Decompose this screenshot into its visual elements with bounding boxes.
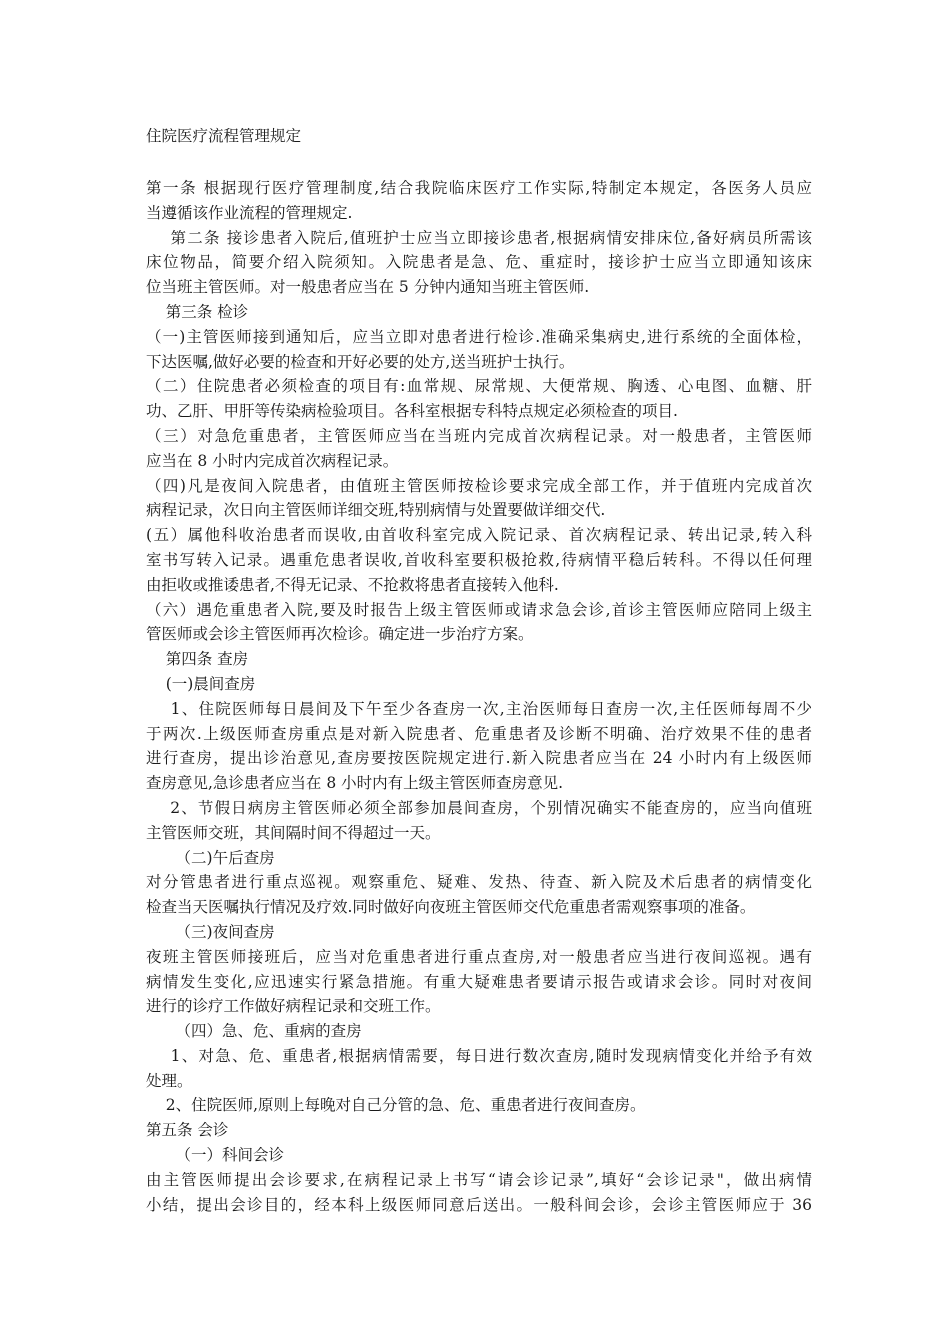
text-line: 病情发生变化,应迅速实行紧急措施。有重大疑难患者要请示报告或请求会诊。同时对夜间: [146, 972, 812, 991]
text-line: 第二条 接诊患者入院后,值班护士应当立即接诊患者,根据病情安排床位,备好病员所需该: [146, 228, 812, 247]
text-line: （四）急、危、重病的查房: [146, 1022, 362, 1041]
document-title: 住院医疗流程管理规定: [146, 127, 302, 145]
text-line: 检查当天医嘱执行情况及疗效.同时做好向夜班主管医师交代危重患者需观察事项的准备。: [146, 898, 756, 917]
text-line: (一)晨间查房: [146, 674, 256, 693]
text-line: 室书写转入记录。遇重危患者误收,首收科室要积极抢救,待病情平稳后转科。不得以任何理: [146, 550, 812, 569]
text-line: 下达医嘱,做好必要的检查和开好必要的处方,送当班护士执行。: [146, 352, 575, 371]
text-line: （四)凡是夜间入院患者，由值班主管医师按检诊要求完成全部工作，并于值班内完成首次: [146, 476, 812, 495]
text-line: 小结，提出会诊目的，经本科上级医师同意后送出。一般科间会诊，会诊主管医师应于 36: [146, 1195, 812, 1214]
text-line: 1、住院医师每日晨间及下午至少各查房一次,主治医师每日查房一次,主任医师每周不少: [146, 699, 812, 718]
text-line: （一)主管医师接到通知后，应当立即对患者进行检诊.准确采集病史,进行系统的全面体检，: [146, 327, 812, 346]
text-line: 主管医师交班，其间隔时间不得超过一天。: [146, 823, 441, 842]
text-line: 1、对急、危、重患者,根据病情需要，每日进行数次查房,随时发现病情变化并给予有效: [146, 1046, 812, 1065]
text-line: 功、乙肝、甲肝等传染病检验项目。各科室根据专科特点规定必须检查的项目.: [146, 402, 678, 421]
text-line: 第五条 会诊: [146, 1121, 229, 1140]
text-line: （二)午后查房: [146, 848, 275, 867]
text-line: （六）遇危重患者入院,要及时报告上级主管医师或请求急会诊,首诊主管医师应陪同上级主: [146, 600, 812, 619]
text-line: 查房意见,急诊患者应当在 8 小时内有上级主管医师查房意见.: [146, 774, 564, 793]
text-line: (五）属他科收治患者而误收,由首收科室完成入院记录、首次病程记录、转出记录,转入科: [146, 526, 812, 545]
document-body: [146, 176, 812, 1217]
text-line: 应当在 8 小时内完成首次病程记录。: [146, 451, 399, 470]
text-line: 床位物品，简要介绍入院须知。入院患者是急、危、重症时，接诊护士应当立即通知该床: [146, 253, 812, 272]
text-line: 于两次.上级医师查房重点是对新入院患者、危重患者及诊断不明确、治疗效果不佳的患者: [146, 724, 812, 743]
text-line: 对分管患者进行重点巡视。观察重危、疑难、发热、待查、新入院及术后患者的病情变化: [146, 873, 812, 892]
text-line: 管医师或会诊主管医师再次检诊。确定进一步治疗方案。: [146, 625, 534, 644]
text-line: 第三条 检诊: [146, 302, 249, 321]
text-line: 由拒收或推诿患者,不得无记录、不抢救将患者直接转入他科.: [146, 575, 559, 594]
text-line: 第四条 查房: [146, 650, 249, 669]
text-line: （三)夜间查房: [146, 922, 275, 941]
text-line: 进行查房，提出诊治意见,查房要按医院规定进行.新入院患者应当在 24 小时内有上级医师: [146, 749, 812, 768]
text-line: 由主管医师提出会诊要求,在病程记录上书写“请会诊记录”,填好“会诊记录"，做出病情: [146, 1170, 812, 1189]
text-line: 位当班主管医师。对一般患者应当在 5 分钟内通知当班主管医师.: [146, 278, 590, 297]
text-line: （三）对急危重患者，主管医师应当在当班内完成首次病程记录。对一般患者，主管医师: [146, 426, 812, 445]
text-line: 第一条 根据现行医疗管理制度,结合我院临床医疗工作实际,特制定本规定，各医务人员应: [146, 179, 812, 197]
text-line: 2、住院医师,原则上每晚对自己分管的急、危、重患者进行夜间查房。: [146, 1096, 646, 1115]
text-line: 进行的诊疗工作做好病程记录和交班工作。: [146, 997, 441, 1016]
text-line: 处理。: [146, 1071, 193, 1090]
text-line: （一）科间会诊: [146, 1146, 285, 1165]
text-line: 当遵循该作业流程的管理规定.: [146, 203, 353, 222]
text-line: 病程记录，次日向主管医师详细交班,特别病情与处置要做详细交代.: [146, 501, 606, 520]
text-line: （二）住院患者必须检查的项目有:血常规、尿常规、大便常规、胸透、心电图、血糖、肝: [146, 377, 812, 396]
text-line: 夜班主管医师接班后，应当对危重患者进行重点查房,对一般患者应当进行夜间巡视。遇有: [146, 947, 812, 966]
text-line: 2、节假日病房主管医师必须全部参加晨间查房，个别情况确实不能查房的，应当向值班: [146, 798, 812, 817]
